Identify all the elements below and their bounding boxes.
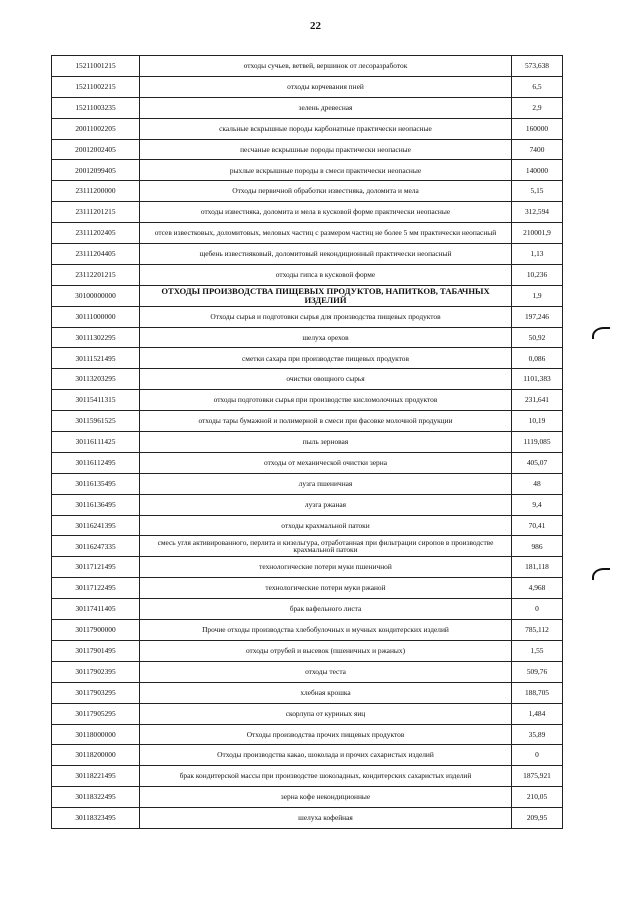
waste-name-cell: щебень известняковый, доломитовый некондиционный практически неопасный [140,244,512,265]
waste-name-cell: отсев известковых, доломитовых, меловых частиц с размером частиц не более 5 мм практически неопасный [140,223,512,244]
waste-amount-cell: 1,9 [512,285,563,306]
waste-amount-cell: 209,95 [512,808,563,829]
waste-amount-cell: 160000 [512,118,563,139]
waste-name-cell: отходы сучьев, ветвей, вершинок от лесоразработок [140,56,512,77]
table-row [52,578,563,599]
waste-code-cell: 30116136495 [52,494,140,515]
waste-name-cell: Отходы сырья и подготовки сырья для производства пищевых продуктов [140,306,512,327]
waste-amount-cell: 70,41 [512,515,563,536]
waste-code-cell: 30113203295 [52,369,140,390]
waste-amount-cell: 197,246 [512,306,563,327]
waste-code-cell: 30117903295 [52,682,140,703]
waste-amount-cell: 4,968 [512,578,563,599]
waste-code-cell: 30116135495 [52,473,140,494]
table-row [52,327,563,348]
table-row [52,473,563,494]
table-row [52,661,563,682]
waste-amount-cell: 6,5 [512,76,563,97]
waste-name-cell: зерна кофе некондиционные [140,787,512,808]
table-row [52,118,563,139]
waste-code-cell: 15211002215 [52,76,140,97]
waste-amount-cell: 1101,383 [512,369,563,390]
waste-code-cell: 30117905295 [52,703,140,724]
waste-name-cell: отходы корчевания пней [140,76,512,97]
waste-name-cell: брак кондитерской массы при производстве шоколадных, кондитерских сахаристых изделий [140,766,512,787]
table-row [52,432,563,453]
waste-code-cell: 23111204405 [52,244,140,265]
waste-name-cell: отходы известняка, доломита и мела в кусковой форме практически неопасные [140,202,512,223]
waste-name-cell: шелуха кофейная [140,808,512,829]
table-row [52,557,563,578]
waste-name-cell: Отходы первичной обработки известняка, доломита и мела [140,181,512,202]
waste-amount-cell: 5,15 [512,181,563,202]
waste-code-cell: 30118000000 [52,724,140,745]
waste-amount-cell: 1119,085 [512,432,563,453]
waste-code-cell: 30116111425 [52,432,140,453]
waste-amount-cell: 312,594 [512,202,563,223]
waste-amount-cell: 785,112 [512,620,563,641]
waste-name-cell: смесь угля активированного, перлита и кизельгура, отработанная при фильтрации сиропов в производстве крахмальной патоки [140,536,512,557]
table-row [52,76,563,97]
table-row [52,620,563,641]
waste-code-cell: 23111201215 [52,202,140,223]
waste-name-cell: отходы от механической очистки зерна [140,452,512,473]
table-row [52,369,563,390]
waste-code-cell: 30115411315 [52,390,140,411]
waste-code-cell: 30117411405 [52,599,140,620]
waste-name-cell: отходы гипса в кусковой форме [140,264,512,285]
waste-code-cell: 30115961525 [52,411,140,432]
waste-name-cell: рыхлые вскрышные породы в смеси практически неопасные [140,160,512,181]
waste-name-cell: технологические потери муки пшеничной [140,557,512,578]
waste-table [51,55,563,829]
waste-code-cell: 30117902395 [52,661,140,682]
waste-code-cell: 23112201215 [52,264,140,285]
waste-code-cell: 15211001215 [52,56,140,77]
table-row [52,682,563,703]
waste-code-cell: 30111302295 [52,327,140,348]
waste-name-cell: брак вафельного листа [140,599,512,620]
waste-amount-cell: 509,76 [512,661,563,682]
table-row [52,223,563,244]
table-row [52,139,563,160]
table-row [52,97,563,118]
waste-name-cell: лузга пшеничная [140,473,512,494]
waste-code-cell: 30118200000 [52,745,140,766]
table-row [52,264,563,285]
margin-mark [592,327,610,339]
waste-amount-cell: 986 [512,536,563,557]
waste-amount-cell: 1,13 [512,244,563,265]
waste-name-cell: Отходы производства прочих пищевых продуктов [140,724,512,745]
waste-amount-cell: 210,05 [512,787,563,808]
page-number: 22 [310,20,321,32]
table-row [52,160,563,181]
waste-name-cell: отходы тары бумажной и полимерной в смеси при фасовке молочной продукции [140,411,512,432]
table-row [52,745,563,766]
waste-code-cell: 23111200000 [52,181,140,202]
table-row [52,724,563,745]
waste-name-cell: скальные вскрышные породы карбонатные практически неопасные [140,118,512,139]
waste-name-cell: лузга ржаная [140,494,512,515]
waste-name-cell: скорлупа от куриных яиц [140,703,512,724]
waste-amount-cell: 0 [512,599,563,620]
table-row [52,494,563,515]
table-row [52,202,563,223]
table-row [52,348,563,369]
waste-code-cell: 30116112495 [52,452,140,473]
waste-amount-cell: 0,086 [512,348,563,369]
waste-name-cell: очистки овощного сырья [140,369,512,390]
waste-amount-cell: 48 [512,473,563,494]
table-row [52,181,563,202]
waste-name-cell: зелень древесная [140,97,512,118]
waste-name-cell: отходы отрубей и высевок (пшеничных и ржаных) [140,640,512,661]
table-row [52,285,563,306]
waste-amount-cell: 50,92 [512,327,563,348]
waste-amount-cell: 1,55 [512,640,563,661]
waste-amount-cell: 10,236 [512,264,563,285]
waste-code-cell: 30117900000 [52,620,140,641]
table-row [52,640,563,661]
table-row [52,244,563,265]
waste-code-cell: 30111521495 [52,348,140,369]
waste-amount-cell: 10,19 [512,411,563,432]
waste-name-cell: пыль зерновая [140,432,512,453]
waste-code-cell: 30117122495 [52,578,140,599]
waste-amount-cell: 405,07 [512,452,563,473]
waste-code-cell: 30100000000 [52,285,140,306]
waste-code-cell: 30116247335 [52,536,140,557]
table-row [52,599,563,620]
waste-name-cell: отходы теста [140,661,512,682]
waste-code-cell: 23111202405 [52,223,140,244]
waste-name-cell: отходы крахмальной патоки [140,515,512,536]
table-row [52,703,563,724]
waste-amount-cell: 9,4 [512,494,563,515]
waste-code-cell: 30116241395 [52,515,140,536]
table-row [52,411,563,432]
waste-name-cell: хлебная крошка [140,682,512,703]
waste-code-cell: 30111000000 [52,306,140,327]
waste-code-cell: 30117121495 [52,557,140,578]
waste-code-cell: 20012099405 [52,160,140,181]
table-row [52,515,563,536]
waste-amount-cell: 1,484 [512,703,563,724]
waste-code-cell: 15211003235 [52,97,140,118]
table-row [52,808,563,829]
waste-code-cell: 20012002405 [52,139,140,160]
waste-amount-cell: 7400 [512,139,563,160]
waste-amount-cell: 2,9 [512,97,563,118]
table-row [52,536,563,557]
waste-amount-cell: 573,638 [512,56,563,77]
margin-mark [592,568,610,580]
waste-code-cell: 30118322495 [52,787,140,808]
waste-amount-cell: 188,705 [512,682,563,703]
table-row [52,766,563,787]
waste-amount-cell: 210001,9 [512,223,563,244]
waste-name-cell: Отходы производства какао, шоколада и прочих сахаристых изделий [140,745,512,766]
waste-name-cell: шелуха орехов [140,327,512,348]
table-row [52,390,563,411]
waste-amount-cell: 35,89 [512,724,563,745]
table-row [52,306,563,327]
waste-name-cell: сметки сахара при производстве пищевых продуктов [140,348,512,369]
waste-code-cell: 30118323495 [52,808,140,829]
waste-name-cell: технологические потери муки ржаной [140,578,512,599]
waste-code-cell: 30117901495 [52,640,140,661]
waste-amount-cell: 1875,921 [512,766,563,787]
table-row [52,56,563,77]
waste-amount-cell: 231,641 [512,390,563,411]
table-row [52,787,563,808]
waste-code-cell: 30118221495 [52,766,140,787]
waste-code-cell: 20011002205 [52,118,140,139]
waste-name-cell: ОТХОДЫ ПРОИЗВОДСТВА ПИЩЕВЫХ ПРОДУКТОВ, НАПИТКОВ, ТАБАЧНЫХ ИЗДЕЛИЙ [140,285,512,306]
waste-name-cell: песчаные вскрышные породы практически неопасные [140,139,512,160]
table-row [52,452,563,473]
waste-amount-cell: 140000 [512,160,563,181]
waste-amount-cell: 181,118 [512,557,563,578]
waste-name-cell: Прочие отходы производства хлебобулочных и мучных кондитерских изделий [140,620,512,641]
waste-name-cell: отходы подготовки сырья при производстве кисломолочных продуктов [140,390,512,411]
waste-amount-cell: 0 [512,745,563,766]
